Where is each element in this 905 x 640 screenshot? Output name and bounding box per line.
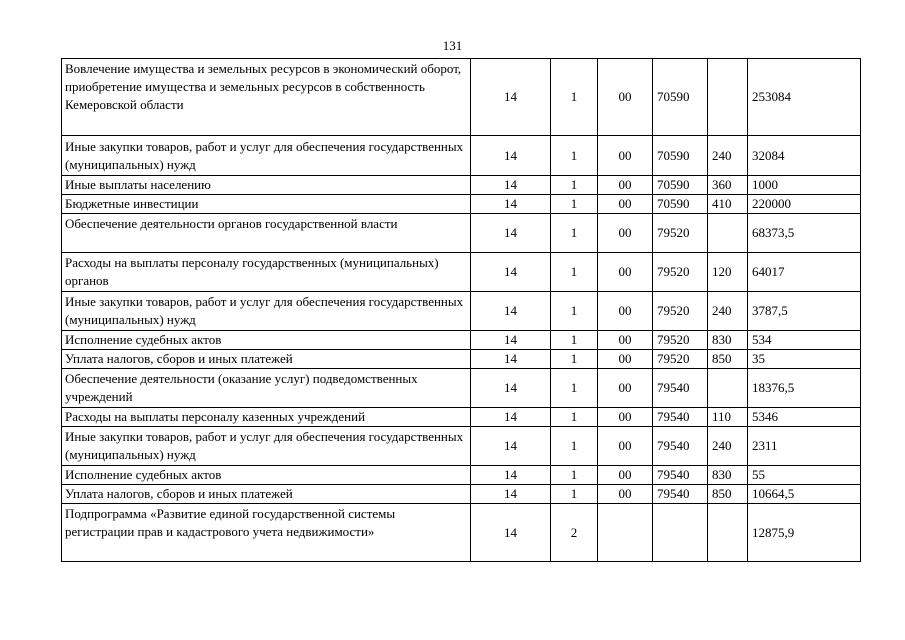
row-subsection: 1 bbox=[551, 408, 598, 427]
row-target-article: 70590 bbox=[653, 136, 708, 176]
row-amount: 68373,5 bbox=[748, 214, 861, 253]
row-code: 00 bbox=[598, 195, 653, 214]
row-code: 00 bbox=[598, 253, 653, 292]
row-amount: 220000 bbox=[748, 195, 861, 214]
row-name: Исполнение судебных актов bbox=[62, 466, 471, 485]
row-section: 14 bbox=[471, 176, 551, 195]
row-code: 00 bbox=[598, 350, 653, 369]
row-expense-type: 850 bbox=[708, 350, 748, 369]
row-target-article: 79520 bbox=[653, 350, 708, 369]
row-section: 14 bbox=[471, 427, 551, 466]
table-row bbox=[62, 253, 861, 292]
row-code: 00 bbox=[598, 59, 653, 136]
row-subsection: 2 bbox=[551, 504, 598, 562]
row-section: 14 bbox=[471, 253, 551, 292]
row-target-article: 70590 bbox=[653, 59, 708, 136]
table-row bbox=[62, 350, 861, 369]
table-row bbox=[62, 485, 861, 504]
row-code: 00 bbox=[598, 292, 653, 331]
row-section: 14 bbox=[471, 408, 551, 427]
row-amount: 35 bbox=[748, 350, 861, 369]
row-target-article: 79520 bbox=[653, 292, 708, 331]
row-name: Иные закупки товаров, работ и услуг для обеспечения государственных (муниципальных) нужд bbox=[62, 136, 471, 176]
table-row bbox=[62, 466, 861, 485]
row-subsection: 1 bbox=[551, 253, 598, 292]
row-amount: 64017 bbox=[748, 253, 861, 292]
table-row bbox=[62, 292, 861, 331]
row-target-article: 79520 bbox=[653, 331, 708, 350]
row-amount: 10664,5 bbox=[748, 485, 861, 504]
row-amount: 1000 bbox=[748, 176, 861, 195]
table-row bbox=[62, 331, 861, 350]
row-code bbox=[598, 504, 653, 562]
row-subsection: 1 bbox=[551, 195, 598, 214]
row-name: Уплата налогов, сборов и иных платежей bbox=[62, 350, 471, 369]
table-row bbox=[62, 369, 861, 408]
row-expense-type bbox=[708, 504, 748, 562]
row-code: 00 bbox=[598, 408, 653, 427]
row-subsection: 1 bbox=[551, 427, 598, 466]
row-code: 00 bbox=[598, 369, 653, 408]
row-target-article: 79540 bbox=[653, 427, 708, 466]
row-subsection: 1 bbox=[551, 214, 598, 253]
row-target-article: 79520 bbox=[653, 253, 708, 292]
table-row bbox=[62, 427, 861, 466]
row-target-article: 70590 bbox=[653, 195, 708, 214]
row-section: 14 bbox=[471, 504, 551, 562]
row-name: Расходы на выплаты персоналу казенных учреждений bbox=[62, 408, 471, 427]
row-amount: 32084 bbox=[748, 136, 861, 176]
row-name: Уплата налогов, сборов и иных платежей bbox=[62, 485, 471, 504]
row-subsection: 1 bbox=[551, 350, 598, 369]
row-subsection: 1 bbox=[551, 59, 598, 136]
row-expense-type bbox=[708, 214, 748, 253]
table-row bbox=[62, 504, 861, 562]
page-number: 131 bbox=[442, 38, 463, 53]
row-target-article: 79520 bbox=[653, 214, 708, 253]
row-target-article: 79540 bbox=[653, 466, 708, 485]
row-expense-type: 850 bbox=[708, 485, 748, 504]
row-expense-type: 830 bbox=[708, 331, 748, 350]
row-expense-type: 240 bbox=[708, 427, 748, 466]
row-code: 00 bbox=[598, 331, 653, 350]
table-row bbox=[62, 59, 861, 136]
row-name: Иные выплаты населению bbox=[62, 176, 471, 195]
row-code: 00 bbox=[598, 136, 653, 176]
budget-table bbox=[61, 58, 861, 562]
row-subsection: 1 bbox=[551, 292, 598, 331]
row-section: 14 bbox=[471, 136, 551, 176]
row-subsection: 1 bbox=[551, 136, 598, 176]
row-code: 00 bbox=[598, 485, 653, 504]
row-name: Бюджетные инвестиции bbox=[62, 195, 471, 214]
row-name: Подпрограмма «Развитие единой государственной системы регистрации прав и кадастрового учета недвижимости» bbox=[62, 504, 471, 562]
row-amount: 253084 bbox=[748, 59, 861, 136]
row-subsection: 1 bbox=[551, 485, 598, 504]
row-code: 00 bbox=[598, 466, 653, 485]
row-section: 14 bbox=[471, 466, 551, 485]
row-name: Иные закупки товаров, работ и услуг для обеспечения государственных (муниципальных) нужд bbox=[62, 427, 471, 466]
row-name: Обеспечение деятельности (оказание услуг) подведомственных учреждений bbox=[62, 369, 471, 408]
row-target-article: 70590 bbox=[653, 176, 708, 195]
row-amount: 55 bbox=[748, 466, 861, 485]
row-amount: 534 bbox=[748, 331, 861, 350]
row-amount: 5346 bbox=[748, 408, 861, 427]
table-row bbox=[62, 136, 861, 176]
row-target-article bbox=[653, 504, 708, 562]
row-target-article: 79540 bbox=[653, 369, 708, 408]
table-row bbox=[62, 176, 861, 195]
row-code: 00 bbox=[598, 214, 653, 253]
row-expense-type: 120 bbox=[708, 253, 748, 292]
row-section: 14 bbox=[471, 195, 551, 214]
table-row bbox=[62, 408, 861, 427]
row-target-article: 79540 bbox=[653, 485, 708, 504]
table-row bbox=[62, 214, 861, 253]
row-expense-type bbox=[708, 59, 748, 136]
row-amount: 3787,5 bbox=[748, 292, 861, 331]
row-subsection: 1 bbox=[551, 331, 598, 350]
row-expense-type: 360 bbox=[708, 176, 748, 195]
row-expense-type: 830 bbox=[708, 466, 748, 485]
row-section: 14 bbox=[471, 59, 551, 136]
row-section: 14 bbox=[471, 485, 551, 504]
row-expense-type: 110 bbox=[708, 408, 748, 427]
row-subsection: 1 bbox=[551, 466, 598, 485]
row-name: Вовлечение имущества и земельных ресурсов в экономический оборот, приобретение имущества и земельных ресурсов в собственность Кемеровской области bbox=[62, 59, 471, 136]
row-name: Иные закупки товаров, работ и услуг для обеспечения государственных (муниципальных) нужд bbox=[62, 292, 471, 331]
row-amount: 18376,5 bbox=[748, 369, 861, 408]
row-target-article: 79540 bbox=[653, 408, 708, 427]
row-section: 14 bbox=[471, 214, 551, 253]
row-amount: 2311 bbox=[748, 427, 861, 466]
row-name: Исполнение судебных актов bbox=[62, 331, 471, 350]
row-code: 00 bbox=[598, 176, 653, 195]
row-expense-type: 240 bbox=[708, 136, 748, 176]
table-row bbox=[62, 195, 861, 214]
row-subsection: 1 bbox=[551, 369, 598, 408]
row-expense-type: 410 bbox=[708, 195, 748, 214]
row-subsection: 1 bbox=[551, 176, 598, 195]
row-section: 14 bbox=[471, 369, 551, 408]
row-amount: 12875,9 bbox=[748, 504, 861, 562]
row-expense-type: 240 bbox=[708, 292, 748, 331]
row-name: Обеспечение деятельности органов государственной власти bbox=[62, 214, 471, 253]
row-section: 14 bbox=[471, 350, 551, 369]
row-name: Расходы на выплаты персоналу государственных (муниципальных) органов bbox=[62, 253, 471, 292]
row-section: 14 bbox=[471, 292, 551, 331]
row-code: 00 bbox=[598, 427, 653, 466]
row-section: 14 bbox=[471, 331, 551, 350]
row-expense-type bbox=[708, 369, 748, 408]
